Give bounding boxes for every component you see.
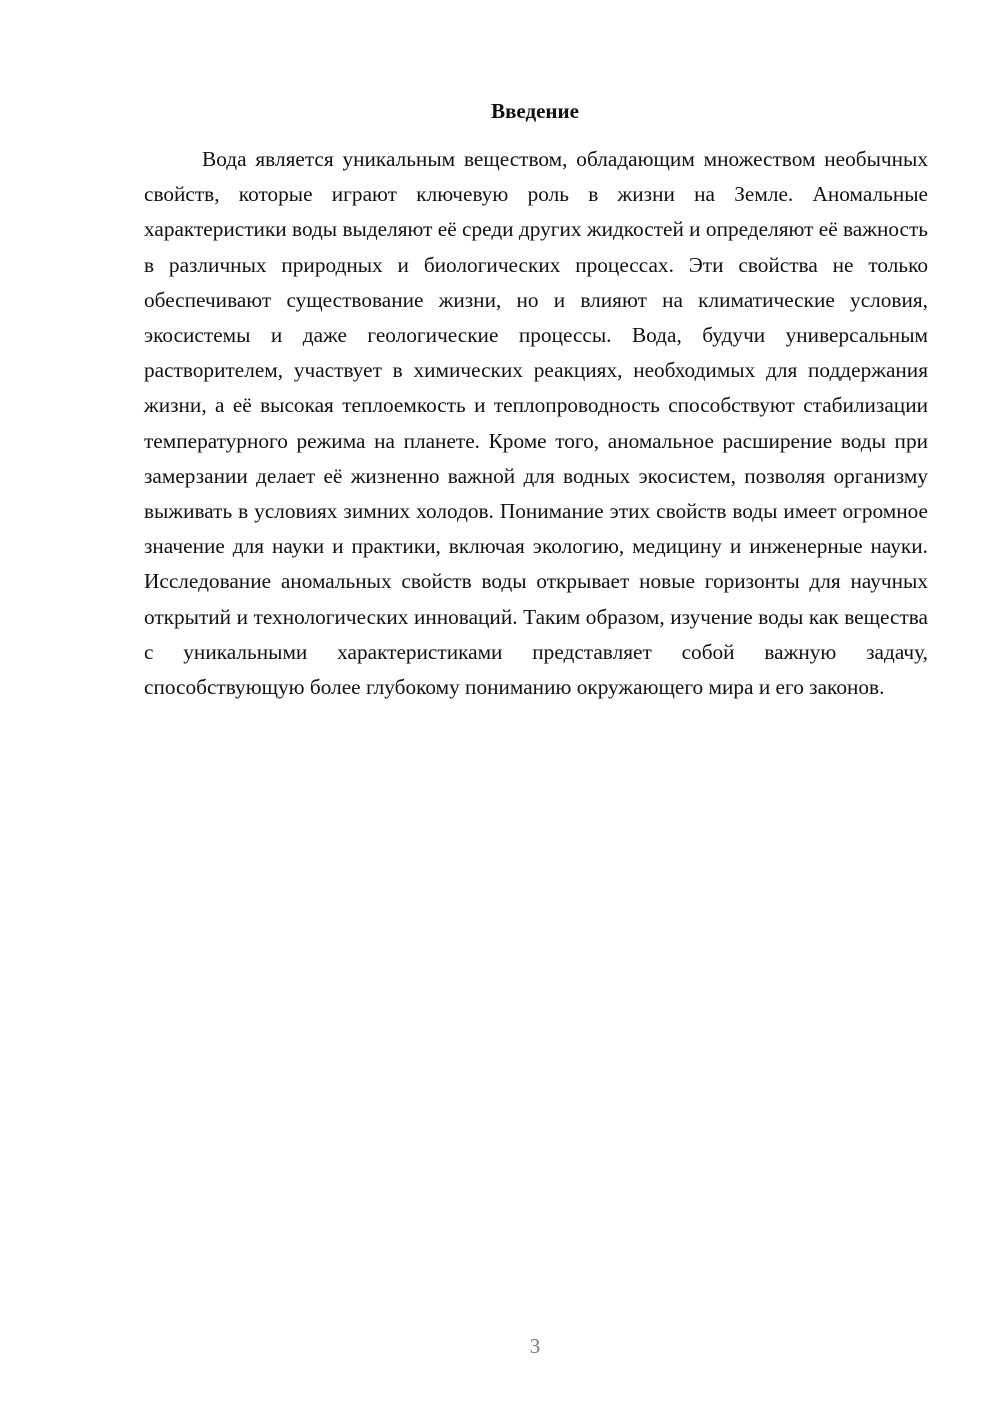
introduction-paragraph: Вода является уникальным веществом, обладающим множеством необычных свойств, которые играют ключевую роль в жизни на Земле. Аномальные характеристики воды выделяют её среди других жидкостей и определяют её важность в различных природных и биологических процессах. Эти свойства не только обеспечивают существование жизни, но и влияют на климатические условия, экосистемы и даже геологические процессы. Вода, будучи универсальным растворителем, участвует в химических реакциях, необходимых для поддержания жизни, а её высокая теплоемкость и теплопроводность способствуют стабилизации температурного режима на планете. Кроме того, аномальное расширение воды при замерзании делает её жизненно важной для водных экосистем, позволяя организму выживать в условиях зимних холодов. Понимание этих свойств воды имеет огромное значение для науки и практики, включая экологию, медицину и инженерные науки. Исследование аномальных свойств воды открывает новые горизонты для научных открытий и технологических инноваций. Таким образом, изучение воды как вещества с уникальными характеристиками представляет собой важную задачу, способствующую более глубокому пониманию окружающего мира и его законов. [144, 147, 928, 700]
page-number: 3 [529, 1334, 541, 1358]
section-heading: Введение [491, 99, 579, 123]
